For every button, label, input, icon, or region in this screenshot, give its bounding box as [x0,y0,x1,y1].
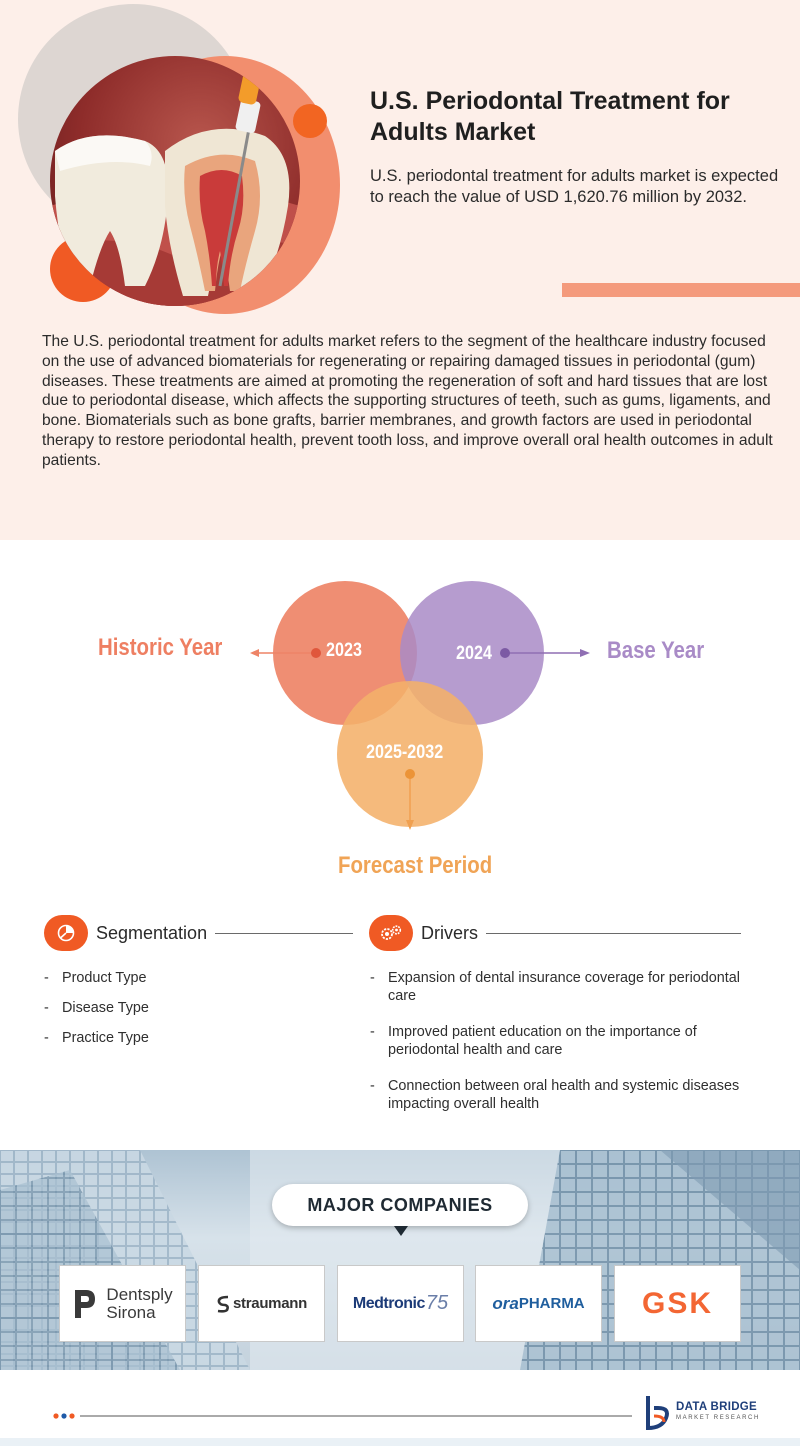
decorative-bar [562,283,800,297]
drivers-title: Drivers [421,922,478,943]
divider [215,933,353,934]
forecast-period-label: Forecast Period [338,852,493,879]
footer-strip [0,1438,800,1446]
market-value-summary: U.S. periodontal treatment for adults market is expected to reach the value of USD 1,620.76 million by 2032. [370,167,779,206]
base-year-value: 2024 [456,643,492,664]
timeline-section [0,540,800,900]
logo-text: Dentsply [106,1284,173,1304]
company-logo-orapharma [475,1265,602,1342]
logo-text: straumann [233,1295,307,1312]
segmentation-title: Segmentation [96,922,208,943]
logo-text: ora [492,1293,519,1313]
historic-year-value: 2023 [326,640,362,661]
list-item: - Disease Type [44,999,334,1017]
historic-year-label: Historic Year [98,634,223,661]
logo-text: GSK [641,1286,713,1320]
drivers-header [369,915,741,951]
company-logo-straumann [198,1265,325,1342]
base-year-label: Base Year [607,637,705,664]
gears-icon [369,915,413,951]
list-item: - Connection between oral health and systemic diseases impacting overall health [370,1077,770,1113]
logo-text: PHARMA [518,1295,585,1312]
footer-brand: DATA BRIDGE [676,1401,758,1413]
footer [0,1370,800,1446]
tooth-illustration [50,56,300,306]
market-description: The U.S. periodontal treatment for adults market refers to the segment of the healthcare industry focused on the use of advanced biomaterials for regenerating or repairing damaged tissues in periodontal (gum) diseases. These treatments are aimed at promoting the regeneration of soft and hard tissues that are lost due to periodontal disease, which affects the supporting structures of teeth, such as gums, ligaments, and bone. Biomaterials such as bone grafts, barrier membranes, and growth factors are used in periodontal therapy to restore periodontal health, prevent tooth loss, and improve overall oral health outcomes in adult patients. [42,333,773,469]
page-title: U.S. Periodontal Treatment for Adults Market [370,87,730,146]
footer-tagline: MARKET RESEARCH [676,1415,760,1421]
drivers-list [370,969,770,1113]
timeline-venn [0,540,800,900]
logo-text: Medtronic [352,1294,425,1312]
company-logo-medtronic [337,1265,464,1342]
list-item: - Practice Type [44,1029,334,1047]
company-logo-dentsply-sirona [59,1265,186,1342]
company-logo-gsk [614,1265,741,1342]
segmentation-header [44,915,353,951]
pie-chart-icon [44,915,88,951]
down-arrow-icon [394,1226,408,1236]
divider [486,933,741,934]
major-companies-title: MAJOR COMPANIES [272,1184,528,1226]
logo-text: 75 [425,1292,449,1314]
list-item: - Product Type [44,969,334,987]
dentsply-mark-icon [72,1288,98,1320]
straumann-mark-icon [216,1295,230,1313]
forecast-years-value: 2025-2032 [366,742,444,763]
segmentation-list [44,969,334,1047]
hero-section [0,0,800,540]
list-item: - Improved patient education on the importance of periodontal health and care [370,1023,770,1059]
list-item: - Expansion of dental insurance coverage for periodontal care [370,969,770,1005]
major-companies-section [0,1150,800,1370]
logo-text: Sirona [106,1302,156,1322]
